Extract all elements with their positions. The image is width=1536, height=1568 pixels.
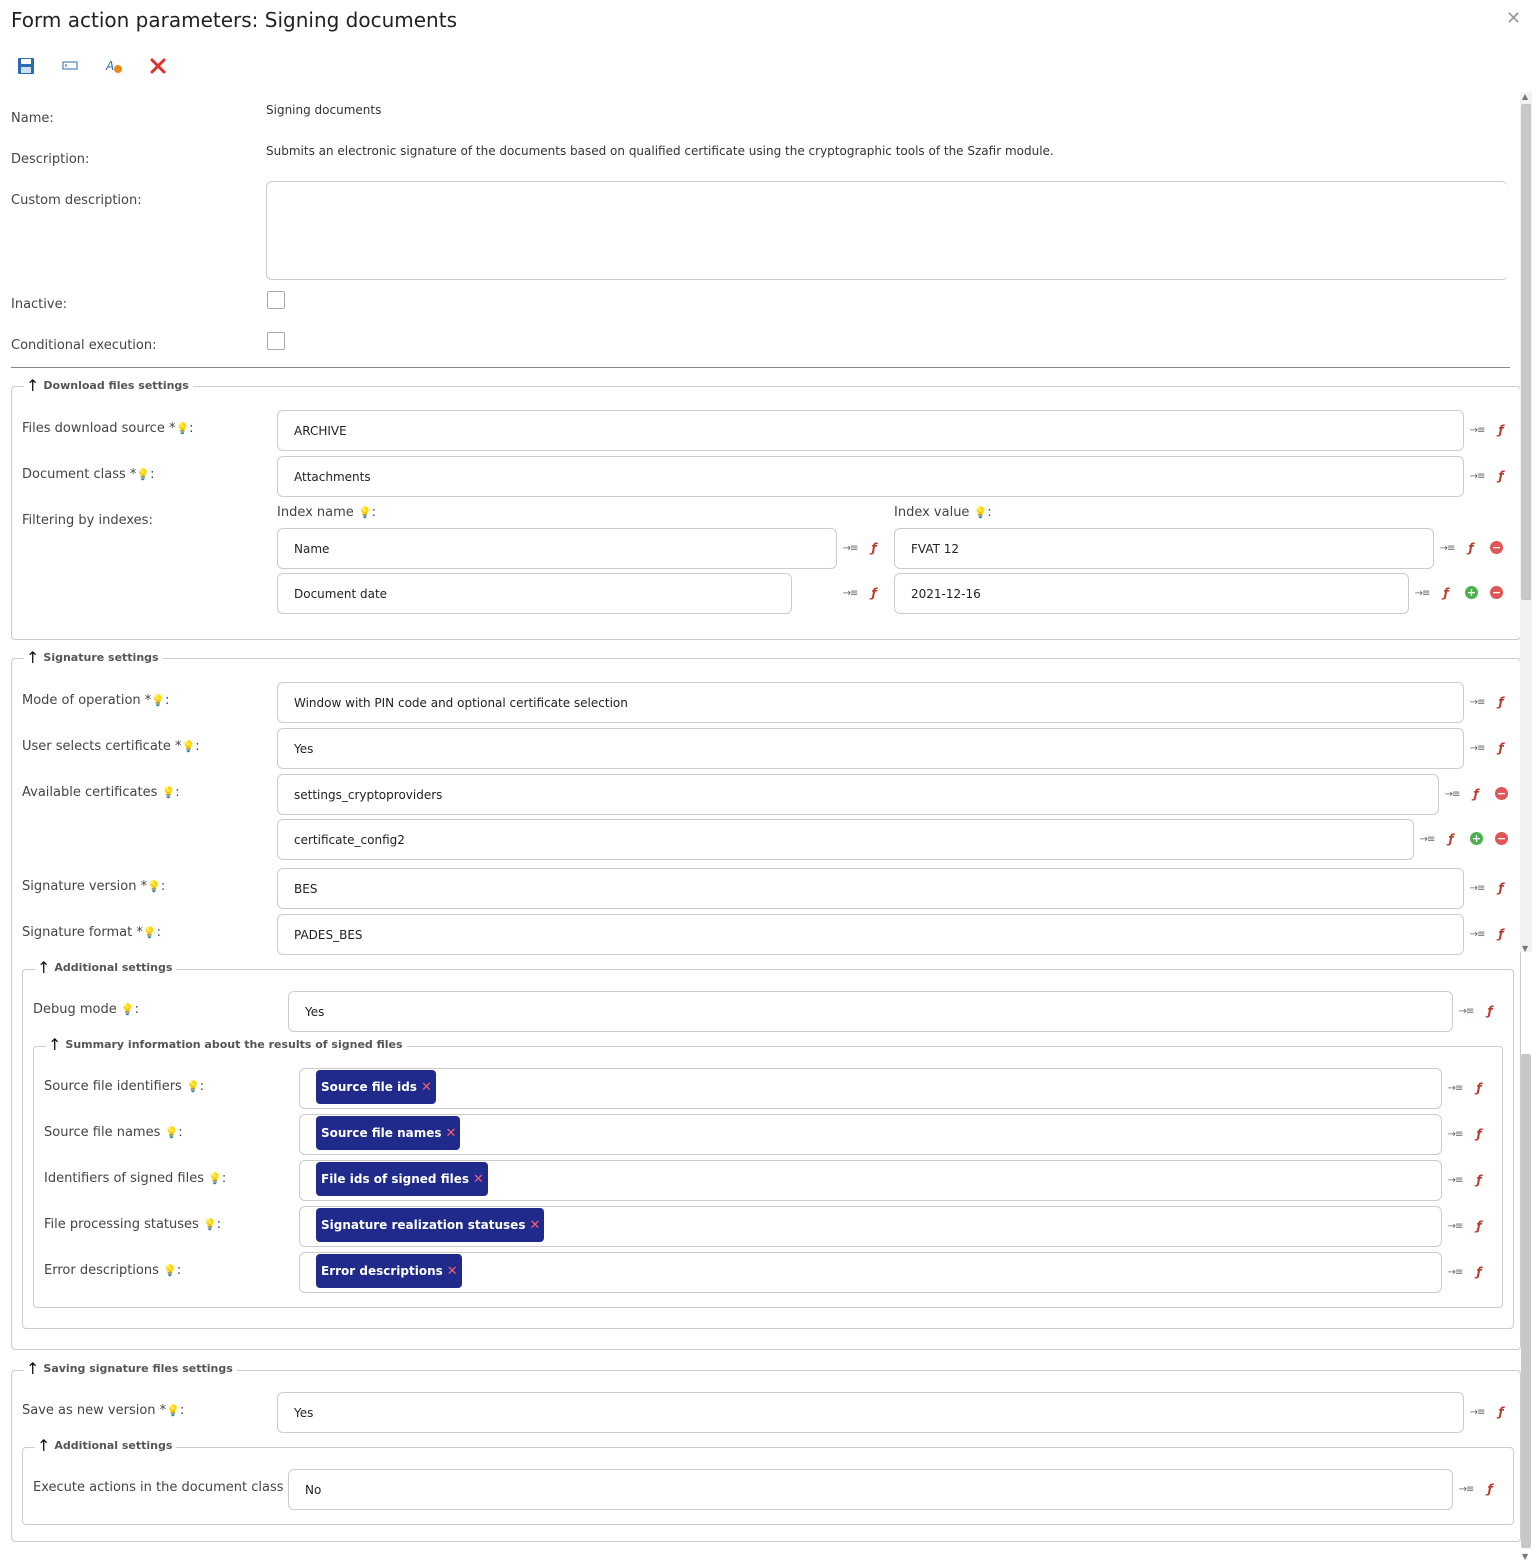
signature-format-label: Signature format *💡: [22,925,161,940]
save-as-new-version-field[interactable]: Yes [277,1392,1464,1433]
remove-row-icon[interactable]: − [1491,586,1502,599]
remove-tag-icon[interactable]: ✕ [529,1217,541,1233]
collapse-arrow-icon[interactable]: ↑ [26,375,40,395]
user-selects-certificate-label: User selects certificate *💡: [22,739,200,754]
description-label: Description: [11,152,90,167]
list-icon[interactable]: →≡ [1414,587,1430,599]
save-as-new-version-label: Save as new version *💡: [22,1403,185,1418]
function-icon[interactable]: ƒ [871,586,877,600]
summary-row-label: Identifiers of signed files 💡: [44,1171,227,1186]
debug-mode-label: Debug mode 💡: [33,1002,139,1017]
available-certificates-label: Available certificates 💡: [22,785,180,800]
signature-version-field[interactable]: BES [277,868,1464,909]
list-icon[interactable]: →≡ [1447,1082,1463,1094]
remove-row-icon[interactable]: − [1496,787,1507,800]
available-certificate-field[interactable]: settings_cryptoproviders [277,774,1439,815]
list-icon[interactable]: →≡ [842,587,858,599]
add-row-icon[interactable]: + [1471,832,1482,845]
hint-icon: 💡 [181,740,196,753]
list-icon[interactable]: →≡ [1458,1005,1474,1017]
list-icon[interactable]: →≡ [1447,1128,1463,1140]
close-icon[interactable]: ✕ [1506,8,1522,29]
function-icon[interactable]: ƒ [1498,741,1504,755]
tag-field[interactable] [299,1068,1442,1109]
additional-settings-legend[interactable]: ↑ Additional settings [35,961,176,974]
function-icon[interactable]: ƒ [1498,469,1504,483]
collapse-arrow-icon[interactable]: ↑ [48,1034,62,1054]
hint-icon: 💡 [357,506,372,519]
summary-row-label: Source file identifiers 💡: [44,1079,205,1094]
summary-legend[interactable]: ↑ Summary information about the results of signed files [46,1038,407,1051]
mode-of-operation-field[interactable]: Window with PIN code and optional certificate selection [277,682,1464,723]
variables-icon[interactable] [104,56,124,76]
function-icon[interactable]: ƒ [1476,1081,1482,1095]
inactive-label: Inactive: [11,297,67,312]
hint-icon: 💡 [151,694,165,707]
function-icon[interactable]: ƒ [1498,423,1504,437]
hint-icon: 💡 [136,468,151,481]
list-icon[interactable]: →≡ [1469,1406,1485,1418]
hint-icon: 💡 [161,786,176,799]
delete-icon[interactable] [148,56,168,76]
hint-icon: 💡 [202,1218,217,1231]
collapse-arrow-icon[interactable]: ↑ [26,647,40,667]
scrollbar-thumb[interactable] [1521,104,1531,600]
hint-icon: 💡 [166,1404,180,1417]
custom-description-textarea[interactable] [266,181,1508,280]
value-tag[interactable]: Signature realization statuses ✕ [316,1208,544,1242]
scroll-down-icon[interactable]: ▼ [1522,944,1529,953]
hint-icon: 💡 [973,506,988,519]
remove-tag-icon[interactable]: ✕ [473,1171,484,1187]
collapse-arrow-icon[interactable]: ↑ [37,957,51,977]
function-icon[interactable]: ƒ [1487,1004,1493,1018]
tag-field[interactable] [299,1114,1442,1155]
execute-actions-field[interactable]: No [288,1469,1453,1510]
function-icon[interactable]: ƒ [1476,1173,1482,1187]
remove-row-icon[interactable]: − [1496,832,1507,845]
list-icon[interactable]: →≡ [1444,788,1460,800]
list-icon[interactable]: →≡ [1469,928,1485,940]
name-label: Name: [11,111,54,126]
conditional-execution-label: Conditional execution: [11,338,157,353]
function-icon[interactable]: ƒ [1473,787,1479,801]
index-value-field[interactable]: 2021-12-16 [894,573,1409,614]
hint-icon: 💡 [142,926,157,939]
available-certificate-field[interactable]: certificate_config2 [277,819,1414,860]
scrollbar-thumb[interactable] [1521,1054,1531,1548]
collapse-arrow-icon[interactable]: ↑ [37,1435,51,1455]
inactive-checkbox[interactable] [267,291,285,309]
signature-legend[interactable]: ↑ Signature settings [24,651,163,664]
execute-actions-label: Execute actions in the document class [33,1480,306,1495]
value-tag[interactable]: Source file names ✕ [316,1116,460,1150]
filtering-by-indexes-label: Filtering by indexes: [22,513,153,528]
document-class-field[interactable]: Attachments [277,456,1464,497]
hint-icon: 💡 [120,1003,135,1016]
list-icon[interactable]: →≡ [1447,1220,1463,1232]
function-icon[interactable]: ƒ [1448,832,1454,846]
function-icon[interactable]: ƒ [1487,1482,1493,1496]
document-class-label: Document class *💡: [22,467,155,482]
name-value: Signing documents [266,103,382,117]
conditional-execution-checkbox[interactable] [267,332,285,350]
dialog-title: Form action parameters: Signing documents [11,8,457,32]
list-icon[interactable]: →≡ [1469,742,1485,754]
files-download-source-field[interactable]: ARCHIVE [277,410,1464,451]
hint-icon: 💡 [163,1264,177,1277]
hint-icon: 💡 [164,1126,179,1139]
function-icon[interactable]: ƒ [1476,1127,1482,1141]
add-row-icon[interactable]: + [1466,586,1477,599]
user-selects-certificate-field[interactable]: Yes [277,728,1464,769]
function-icon[interactable]: ƒ [871,541,877,555]
remove-tag-icon[interactable]: ✕ [420,1079,432,1095]
description-value: Submits an electronic signature of the documents based on qualified certificate using the cryptographic tools of the Szafir module. [266,144,1054,158]
list-icon[interactable]: →≡ [1439,542,1455,554]
remove-tag-icon[interactable]: ✕ [446,1263,458,1279]
hint-icon: 💡 [175,422,190,435]
hint-icon: 💡 [147,880,161,893]
function-icon[interactable]: ƒ [1498,695,1504,709]
saving-additional-legend[interactable]: ↑ Additional settings [35,1439,176,1452]
saving-legend[interactable]: ↑ Saving signature files settings [24,1362,237,1375]
hint-icon: 💡 [208,1172,222,1185]
svg-text:A: A [106,59,115,73]
list-icon[interactable]: →≡ [1469,470,1485,482]
function-icon[interactable]: ƒ [1498,927,1504,941]
signature-version-label: Signature version *💡: [22,879,166,894]
custom-description-label: Custom description: [11,193,142,208]
divider [11,367,1510,368]
collapse-arrow-icon[interactable]: ↑ [26,1358,40,1378]
save-icon[interactable] [16,56,36,76]
field-icon[interactable] [60,56,80,76]
value-tag[interactable]: Error descriptions ✕ [316,1254,462,1288]
scroll-up-icon[interactable]: ▲ [1522,92,1529,101]
function-icon[interactable]: ƒ [1498,881,1504,895]
summary-row-label: File processing statuses 💡: [44,1217,222,1232]
index-name-field[interactable]: Name [277,528,837,569]
list-icon[interactable]: →≡ [1458,1483,1474,1495]
list-icon[interactable]: →≡ [1447,1174,1463,1186]
files-download-source-label: Files download source *💡: [22,421,194,436]
download-files-legend[interactable]: ↑ Download files settings [24,379,193,392]
signature-format-field[interactable]: PADES_BES [277,914,1464,955]
remove-row-icon[interactable]: − [1491,541,1502,554]
index-value-field[interactable]: FVAT 12 [894,528,1434,569]
index-value-header: Index value 💡: [894,505,992,520]
function-icon[interactable]: ƒ [1476,1219,1482,1233]
summary-row-label: Source file names 💡: [44,1125,183,1140]
list-icon[interactable]: →≡ [1469,696,1485,708]
list-icon[interactable]: →≡ [1469,424,1485,436]
debug-mode-field[interactable]: Yes [288,991,1453,1032]
index-name-header: Index name 💡: [277,505,377,520]
list-icon[interactable]: →≡ [1419,833,1435,845]
value-tag[interactable]: Source file ids ✕ [316,1070,436,1104]
list-icon[interactable]: →≡ [842,542,858,554]
tag-field[interactable] [299,1252,1442,1293]
list-icon[interactable]: →≡ [1447,1266,1463,1278]
hint-icon: 💡 [185,1080,200,1093]
mode-of-operation-label: Mode of operation *💡: [22,693,170,708]
remove-tag-icon[interactable]: ✕ [445,1125,457,1141]
value-tag[interactable]: File ids of signed files ✕ [316,1162,488,1196]
scroll-down-icon[interactable]: ▼ [1522,1552,1529,1561]
function-icon[interactable]: ƒ [1443,586,1449,600]
list-icon[interactable]: →≡ [1469,882,1485,894]
function-icon[interactable]: ƒ [1498,1405,1504,1419]
function-icon[interactable]: ƒ [1468,541,1474,555]
index-name-field[interactable]: Document date [277,573,792,614]
function-icon[interactable]: ƒ [1476,1265,1482,1279]
summary-row-label: Error descriptions 💡: [44,1263,182,1278]
